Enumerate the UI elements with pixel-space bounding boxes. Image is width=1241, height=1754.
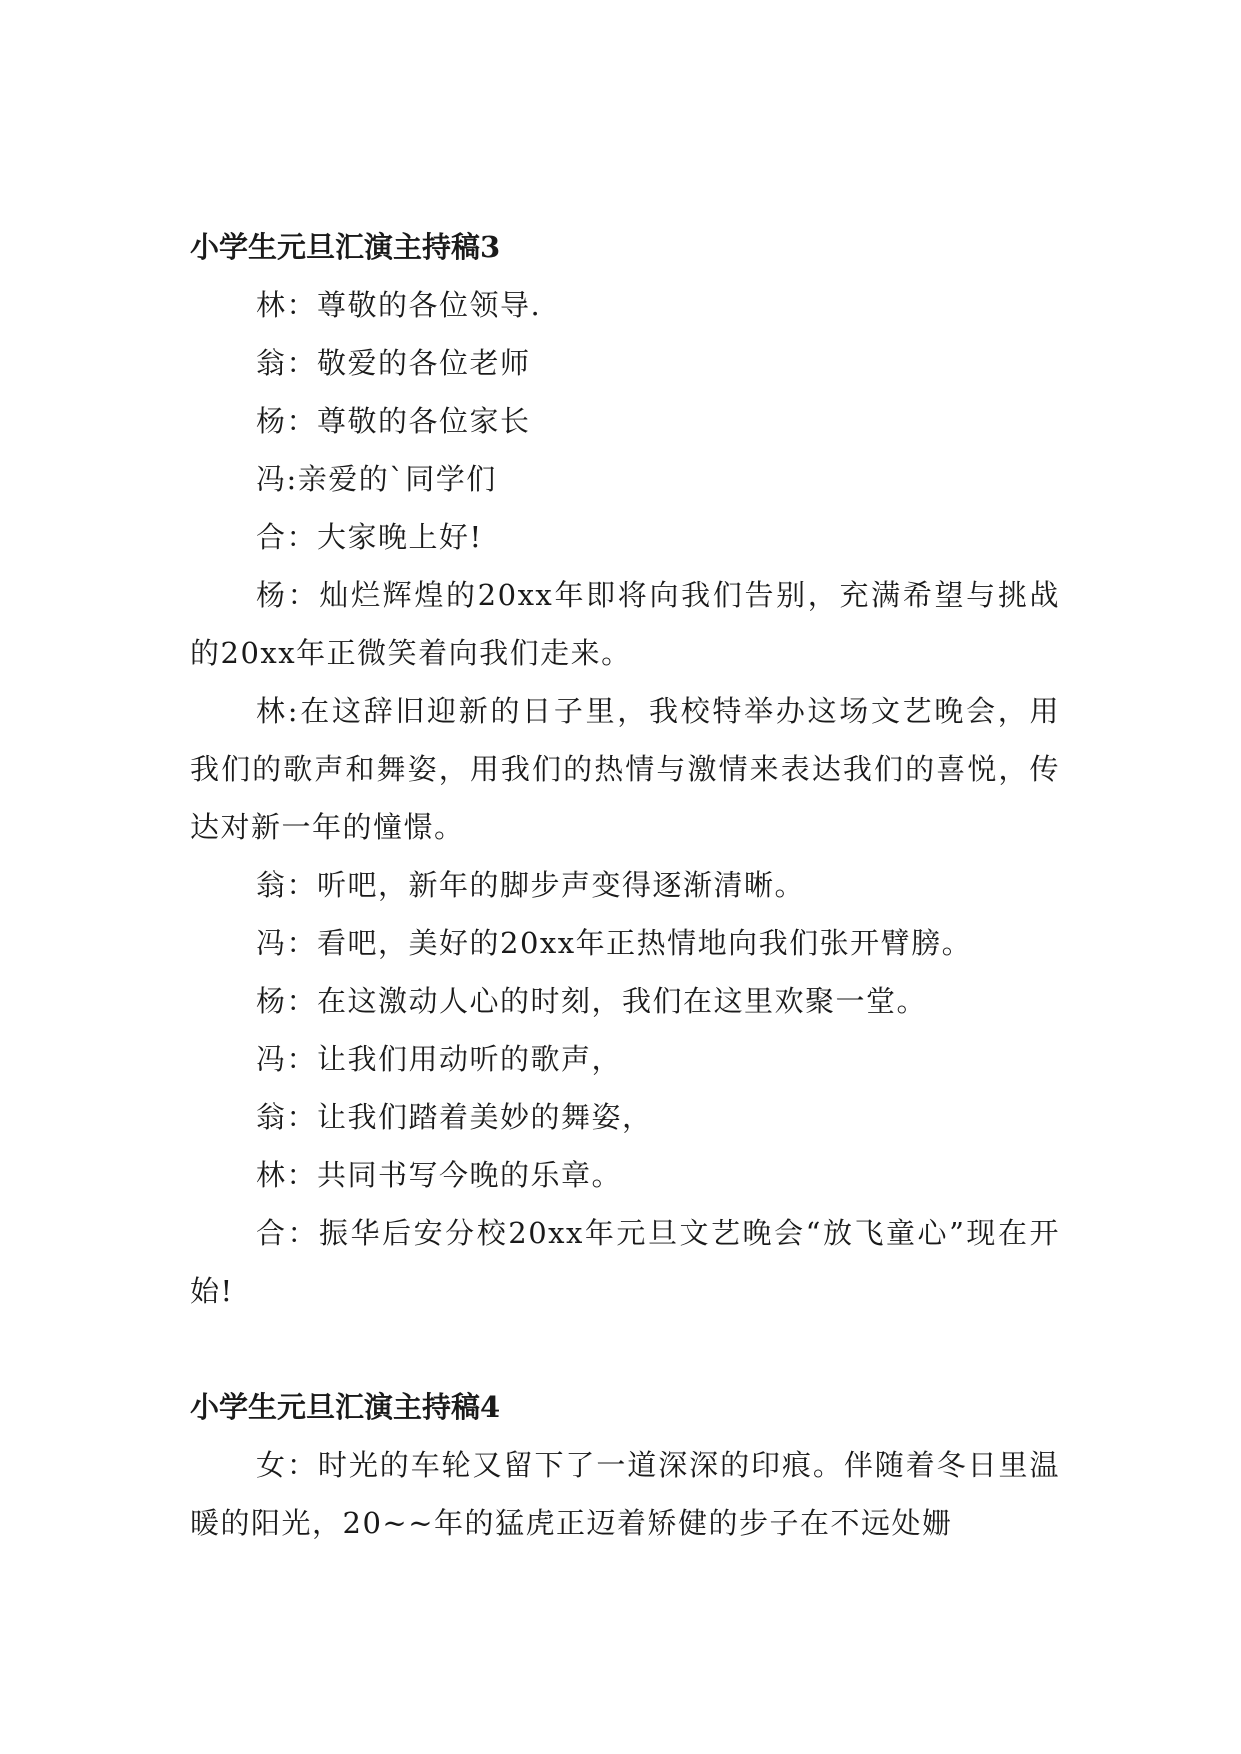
document-body (190, 218, 1060, 1552)
speaker-line: 杨：尊敬的各位家长 (256, 404, 531, 438)
section-title: 小学生元旦汇演主持稿3 (190, 230, 501, 264)
section-title: 小学生元旦汇演主持稿4 (190, 1390, 501, 1424)
speaker-line: 冯：看吧，美好的20xx年正热情地向我们张开臂膀。 (256, 926, 973, 960)
speaker-line: 杨：在这激动人心的时刻，我们在这里欢聚一堂。 (256, 984, 928, 1018)
speaker-line: 合：振华后安分校20xx年元旦文艺晚会“放飞童心”现在开始! (190, 1216, 1060, 1308)
speaker-line: 合：大家晚上好! (256, 520, 483, 554)
speaker-line: 翁：听吧，新年的脚步声变得逐渐清晰。 (256, 868, 806, 902)
speaker-line: 翁：敬爱的各位老师 (256, 346, 531, 380)
speaker-line: 林：共同书写今晚的乐章。 (256, 1158, 623, 1192)
speaker-line: 林:在这辞旧迎新的日子里，我校特举办这场文艺晚会，用我们的歌声和舞姿，用我们的热情与激情来表达我们的喜悦，传达对新一年的憧憬。 (190, 694, 1060, 844)
speaker-line: 翁：让我们踏着美妙的舞姿， (256, 1100, 653, 1134)
speaker-line: 冯:亲爱的`同学们 (256, 462, 497, 496)
speaker-line: 女：时光的车轮又留下了一道深深的印痕。伴随着冬日里温暖的阳光，20~~年的猛虎正迈着矫健的步子在不远处姗 (190, 1448, 1060, 1540)
speaker-line: 林：尊敬的各位领导. (256, 288, 542, 322)
speaker-line: 杨：灿烂辉煌的20xx年即将向我们告别，充满希望与挑战的20xx年正微笑着向我们走来。 (190, 578, 1060, 670)
speaker-line: 冯：让我们用动听的歌声， (256, 1042, 623, 1076)
section-spacer (190, 1320, 1060, 1378)
